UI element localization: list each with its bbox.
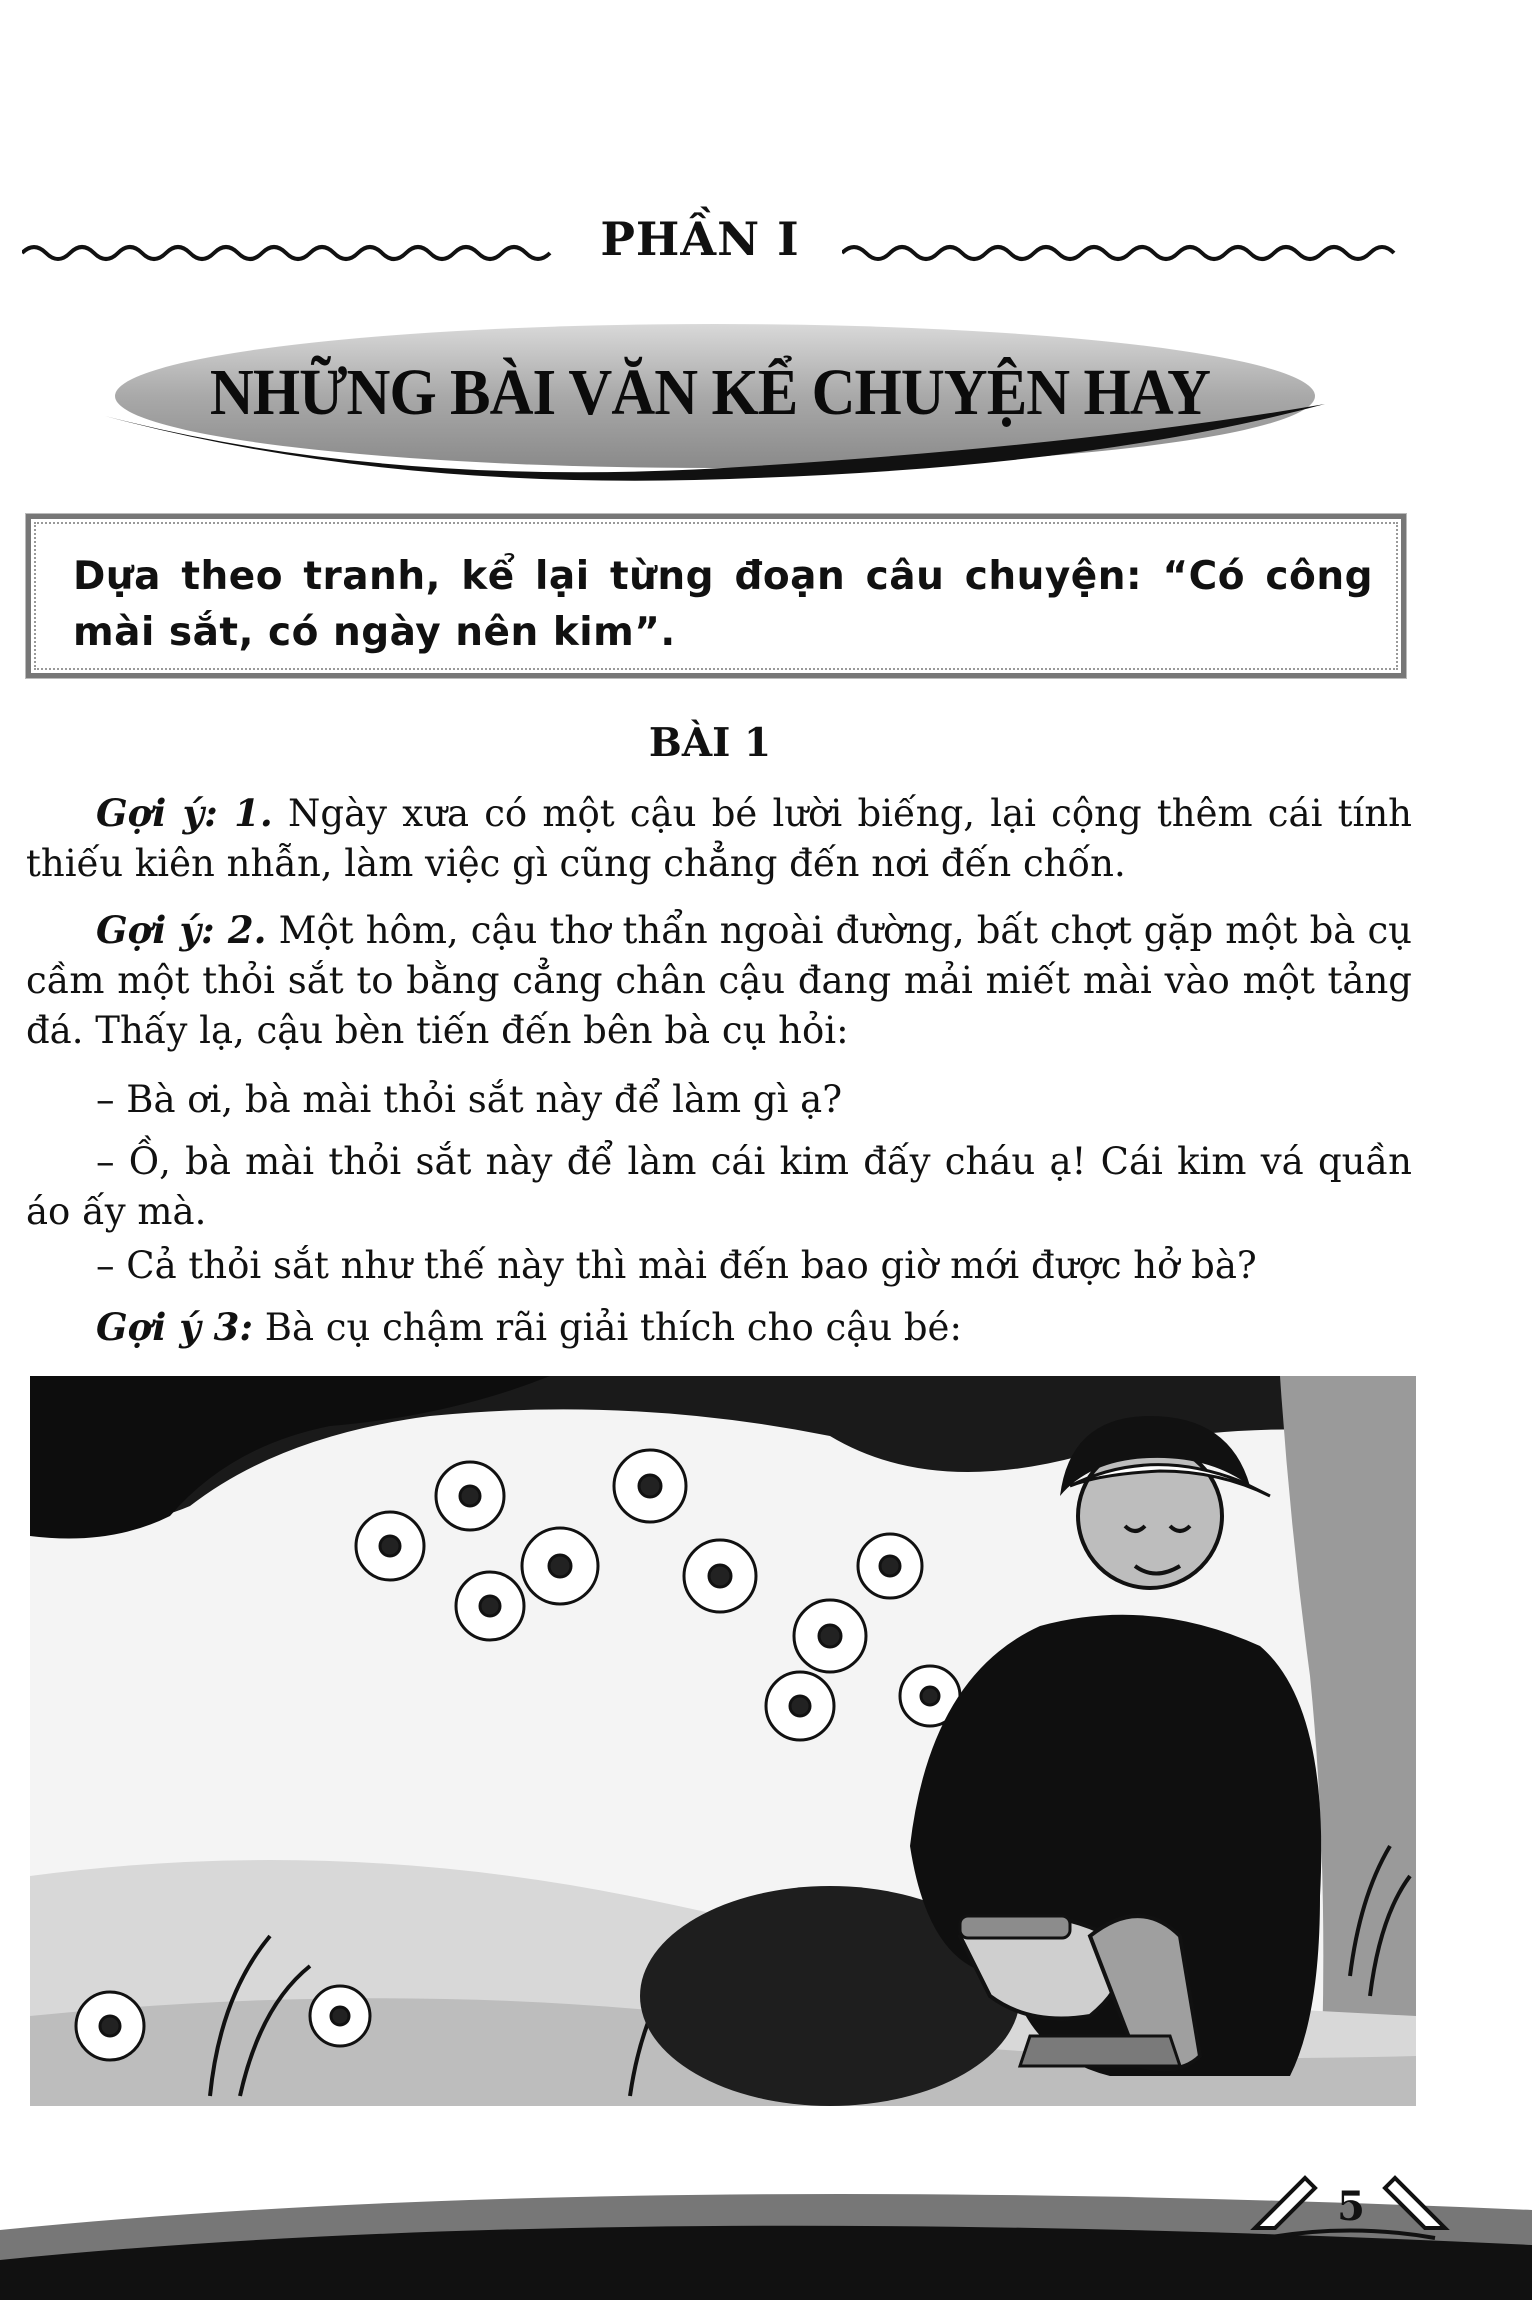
paragraph-text: – Bà ơi, bà mài thỏi sắt này để làm gì ạ? xyxy=(96,1078,843,1121)
paragraph-text: – Ồ, bà mài thỏi sắt này để làm cái kim đấy cháu ạ! Cái kim vá quần áo ấy mà. xyxy=(26,1140,1412,1233)
story-illustration xyxy=(30,1376,1416,2106)
part-heading: PHẦN I xyxy=(600,212,800,266)
hint-label: Gợi ý: 2. xyxy=(96,908,267,952)
task-prompt: Dựa theo tranh, kể lại từng đoạn câu chuyện: “Có công mài sắt, có ngày nên kim”. xyxy=(73,554,1373,655)
hint-label: Gợi ý 3: xyxy=(96,1305,253,1349)
hint-label: Gợi ý: 1. xyxy=(96,791,273,835)
header-wave-left xyxy=(22,238,562,268)
dialogue-line xyxy=(26,1075,1412,1125)
paragraph-text: – Cả thỏi sắt như thế này thì mài đến bao giờ mới được hở bà? xyxy=(96,1244,1257,1287)
paragraph-hint-2 xyxy=(26,905,1412,1056)
paragraph-text: Bà cụ chậm rãi giải thích cho cậu bé: xyxy=(253,1306,962,1349)
header-wave-right xyxy=(842,238,1412,268)
lesson-title: BÀI 1 xyxy=(648,720,772,766)
page-number: 5 xyxy=(1337,2183,1365,2230)
paragraph-text: Ngày xưa có một cậu bé lười biếng, lại cộng thêm cái tính thiếu kiên nhẫn, làm việc gì cũng chẳng đến nơi đến chốn. xyxy=(26,792,1412,885)
dialogue-line xyxy=(26,1137,1412,1237)
task-box xyxy=(26,514,1406,678)
dialogue-line xyxy=(26,1241,1412,1291)
paragraph-hint-3 xyxy=(26,1302,1412,1353)
section-title: NHỮNG BÀI VĂN KỂ CHUYỆN HAY xyxy=(209,356,1211,429)
paragraph-hint-1 xyxy=(26,788,1412,889)
paragraph-text: Một hôm, cậu thơ thẩn ngoài đường, bất chợt gặp một bà cụ cầm một thỏi sắt to bằng cẳng chân cậu đang mải miết mài vào một tảng đá. Thấy lạ, cậu bèn tiến đến bên bà cụ hỏi: xyxy=(26,909,1412,1052)
